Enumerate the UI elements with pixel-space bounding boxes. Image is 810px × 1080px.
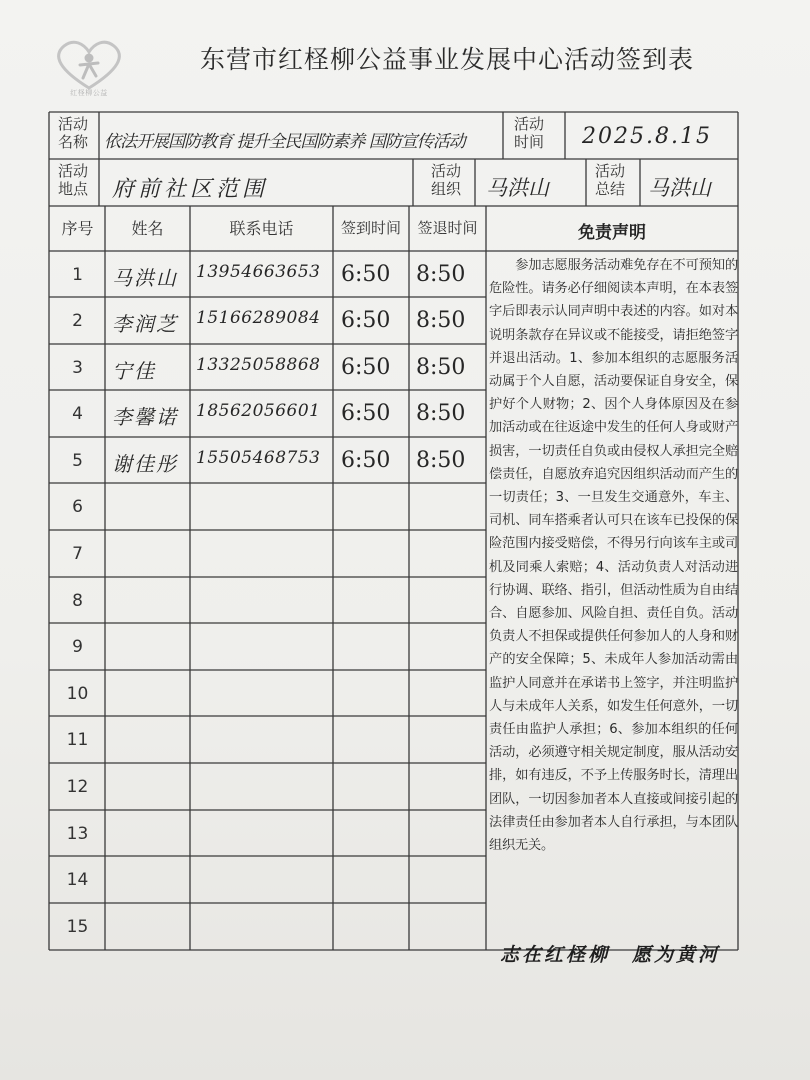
signer-name: 马洪山: [112, 266, 178, 290]
signer-name: 谢佳彤: [112, 452, 178, 476]
organizer-label: 活动 组织: [431, 162, 462, 198]
checkout-time: 8:50: [416, 448, 466, 473]
footer-slogan: 志在红柽柳 愿为黄河: [500, 944, 721, 966]
row-number: 4: [72, 404, 83, 424]
signer-phone: 13325058868: [196, 355, 321, 375]
row-number: 15: [66, 917, 89, 937]
row-number: 10: [66, 684, 89, 704]
checkin-time: 6:50: [341, 308, 391, 333]
activity-name-label: 活动 名称: [58, 115, 89, 151]
checkin-time: 6:50: [341, 401, 391, 426]
page-title: 东营市红柽柳公益事业发展中心活动签到表: [200, 45, 695, 74]
activity-time-label: 活动 时间: [514, 115, 545, 151]
signer-name: 宁佳: [112, 359, 156, 383]
signer-phone: 15505468753: [196, 448, 321, 468]
row-number: 7: [72, 544, 83, 564]
signer-name: 李馨诺: [112, 405, 178, 429]
activity-name-value: 依法开展国防教育 提升全民国防素养 国防宣传活动: [104, 132, 465, 152]
row-number: 14: [66, 870, 89, 890]
signer-phone: 15166289084: [196, 308, 321, 328]
disclaimer-title: 免责声明: [578, 223, 646, 243]
location-label: 活动 地点: [58, 162, 89, 198]
row-number: 3: [72, 358, 83, 378]
row-number: 12: [66, 777, 89, 797]
row-number: 2: [72, 311, 83, 331]
checkout-time: 8:50: [416, 401, 466, 426]
checkin-time: 6:50: [341, 355, 391, 380]
row-number: 13: [66, 824, 89, 844]
summary-signature: 马洪山: [648, 176, 711, 200]
column-header-number: 序号: [61, 219, 94, 238]
activity-time-value: 2025.8.15: [582, 124, 712, 149]
column-header-checkout: 签退时间: [417, 219, 478, 237]
location-value: 府前社区范围: [112, 177, 269, 202]
signer-phone: 13954663653: [196, 262, 321, 282]
summary-label: 活动 总结: [595, 162, 626, 198]
checkout-time: 8:50: [416, 308, 466, 333]
column-header-phone: 联系电话: [229, 219, 294, 238]
signer-phone: 18562056601: [196, 401, 321, 421]
checkin-time: 6:50: [341, 448, 391, 473]
signer-name: 李润芝: [112, 312, 178, 336]
checkin-time: 6:50: [341, 262, 391, 287]
logo-caption: 红柽柳公益: [70, 89, 108, 97]
row-number: 9: [72, 637, 83, 657]
disclaimer-text: 参加志愿服务活动难免存在不可预知的危险性。请务必仔细阅读本声明，在本表签字后即表示认同声明中表述的内容。如对本说明条款存在异议或不能接受，请拒绝签字并退出活动。1、参加本组织的志愿服务活动属于个人自愿，活动要保证自身安全，保护好个人财物；2、因个人身体原因及在参加活动或在往返途中发生的任何人身或财产损害，一切责任自负或由侵权人承担完全赔偿责任，自愿放弃追究因组织活动而产生的一切责任；3、一旦发生交通意外，车主、司机、同车搭乘者认可只在该车已投保的保险范围内接受赔偿，不得另行向该车主或司机及同乘人索赔；4、活动负责人对活动进行协调、联络、指引，但活动性质为自由结合、自愿参加、风险自担、责任自负。活动负责人不担保或提供任何参加人的人身和财产的安全保障；5、未成年人参加活动需由监护人同意并在承诺书上签字，并注明监护人与未成年人关系，如发生任何意外，一切责任由监护人承担；6、参加本组织的任何活动，必须遵守相关规定制度，服从活动安排，如有违反，不予上传服务时长，清理出团队，一切因参加者本人直接或间接引起的法律责任由参加者本人自行承担，与本团队组织无关。: [489, 258, 738, 854]
row-number: 1: [72, 265, 83, 285]
organizer-signature: 马洪山: [486, 176, 549, 200]
column-header-checkin: 签到时间: [340, 219, 401, 237]
row-number: 11: [66, 730, 89, 750]
row-number: 8: [72, 591, 83, 611]
row-number: 6: [72, 497, 83, 517]
checkout-time: 8:50: [416, 262, 466, 287]
checkout-time: 8:50: [416, 355, 466, 380]
column-header-name: 姓名: [131, 219, 164, 238]
row-number: 5: [72, 451, 83, 471]
